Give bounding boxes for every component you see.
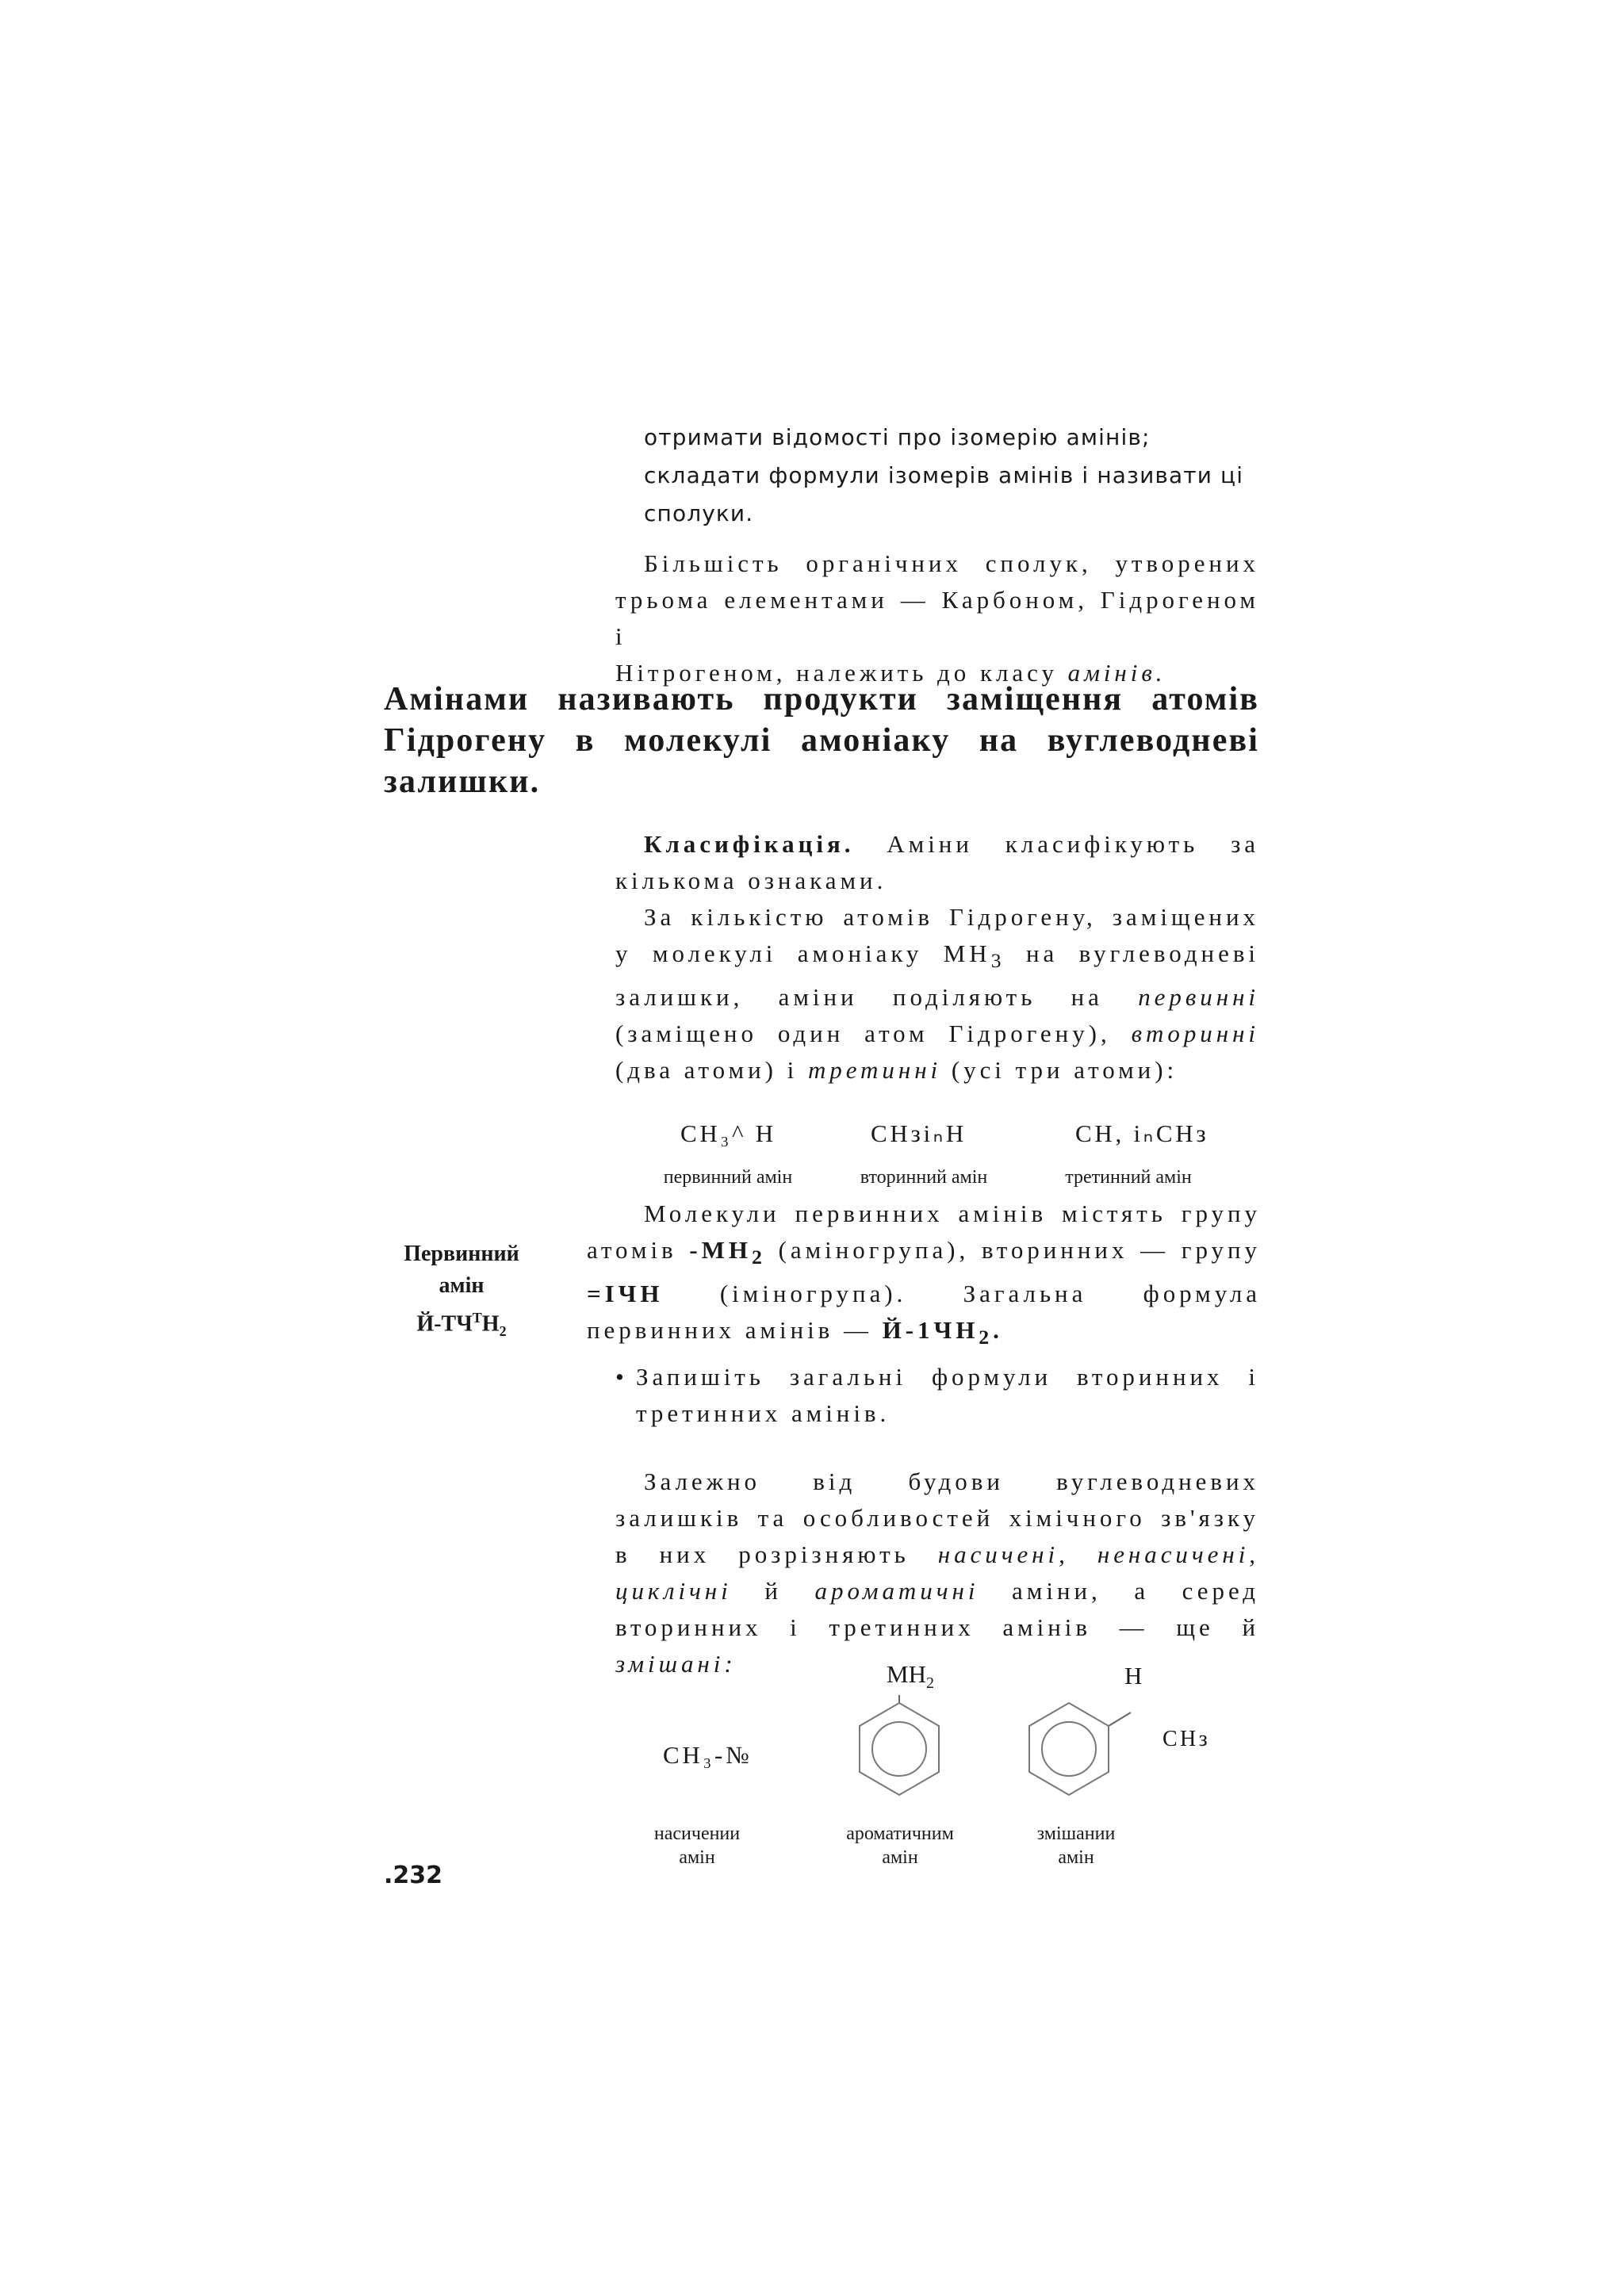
caption-line: амін [882,1847,918,1868]
term-tertiary: третинні [807,1056,942,1085]
formula-tertiary: СН, іₙСНз [1075,1119,1209,1147]
term-primary: первинні [1138,983,1259,1012]
sidenote-formula [366,1302,557,1347]
term-secondary: вторинні [1131,1020,1259,1048]
caption-primary: первинний амін [663,1167,793,1188]
objective-item: складати формули ізомерів амінів і називати ці [644,462,1244,488]
imino-group: =ІЧН [587,1280,664,1308]
task [615,1359,1259,1432]
benzene-ring-mixed [1013,1695,1148,1806]
caption-line: насичении [653,1823,741,1844]
term-saturated: насичені, [937,1540,1069,1568]
objectives-list [644,419,1262,533]
classification-section [615,826,1259,1089]
caption-aromatic [817,1822,983,1869]
term-cyclic: циклічні [615,1577,732,1605]
molecules-text [587,1196,1261,1356]
term-mixed: змішані: [615,1650,737,1678]
term-aromatic: ароматичні [814,1577,979,1605]
caption-line: амін [679,1847,715,1868]
caption-line: змішании [1036,1823,1116,1844]
classification-text: Аміни класифікують за кількома ознаками. [615,830,1260,894]
benzene-ring-aromatic [844,1695,955,1806]
text: (заміщено один атом Гідрогену), [615,1020,1111,1048]
text: (усі три атоми): [951,1056,1178,1085]
text: (два атоми) і [615,1056,799,1085]
amino-group-label [887,1660,934,1693]
mixed-ch3-label: СНз [1162,1727,1211,1751]
intro-line: Більшість органічних сполук, утворених [644,549,1259,577]
sidenote [366,1238,557,1347]
dependence-paragraph [615,1464,1259,1682]
objective-item: отримати відомості про ізомерію амінів; [644,424,1151,450]
term-unsaturated: ненасичені, [1097,1540,1259,1568]
objective-item: сполуки. [644,500,754,526]
text: аміни, а серед вторинних і третинних амінів — ще й [615,1577,1259,1641]
intro-line: трьома елементами — Карбоном, Гідрогеном і [615,586,1259,650]
intro-text: Нітрогеном, належить до класу [615,659,1058,687]
superscript: Т [472,1310,482,1326]
page-number: .232 [384,1862,443,1889]
text: За кількістю атомів Гідрогену, заміщених у молекулі амоніаку МН [615,903,1259,967]
subscript: 3 [990,949,1005,973]
text: (іміногрупа). Загальна формула первинних амінів — [587,1280,1261,1345]
amino-group: -МН [689,1236,752,1264]
subscript: 2 [979,1326,994,1349]
general-formula: Й-1ЧН [882,1316,979,1345]
text: Н [481,1311,500,1337]
molecules-paragraph [587,1196,1261,1356]
caption-line: амін [1058,1847,1094,1868]
bullet: • [615,1363,628,1391]
formula-primary: СН₃^ Н [680,1119,776,1147]
formula-secondary: СНзіₙН [871,1119,967,1147]
caption-mixed [1009,1822,1143,1869]
text: Залежно від будови вуглеводневих залишків та особливостей хімічного зв'язку в них розрізняють [615,1468,1259,1568]
text: (аміногрупа), вторинних — групу [778,1236,1261,1264]
dependence-text [615,1464,1259,1682]
caption-line: ароматичним [846,1823,954,1844]
saturated-formula: СН₃-№ [663,1741,753,1769]
intro-paragraph [615,545,1259,691]
text: на вуглеводневі залишки, аміни поділяють на [615,939,1260,1012]
text: й [764,1577,782,1605]
classification-heading: Класифікація. [644,830,855,858]
subscript: 2 [499,1322,507,1339]
term-amines: амінів. [1067,659,1166,687]
text: Й-ТЧ [416,1311,473,1337]
caption-secondary: вторинний амін [860,1167,988,1188]
sidenote-line: амін [439,1273,485,1298]
caption-saturated [638,1822,756,1869]
task-row [615,1359,1259,1432]
classification-paragraph-2 [615,899,1259,1089]
text: Молекули первинних амінів містять групу атомів [587,1200,1261,1264]
classification-paragraph [615,826,1259,899]
task-text: Запишіть загальні формули вторинних і третинних амінів. [636,1363,1259,1427]
subscript: 2 [925,1674,934,1693]
caption-tertiary: третинний амін [1065,1167,1192,1188]
mixed-h-label: Н [1124,1662,1143,1689]
text: МН [887,1660,926,1688]
text: . [993,1316,1003,1345]
sidenote-line: Первинний [404,1242,519,1266]
subscript: 2 [751,1246,766,1269]
definition: Амінами називають продукти заміщення атомів Гідрогену в молекулі амоніаку на вуглеводневі залишки. [384,681,1259,800]
